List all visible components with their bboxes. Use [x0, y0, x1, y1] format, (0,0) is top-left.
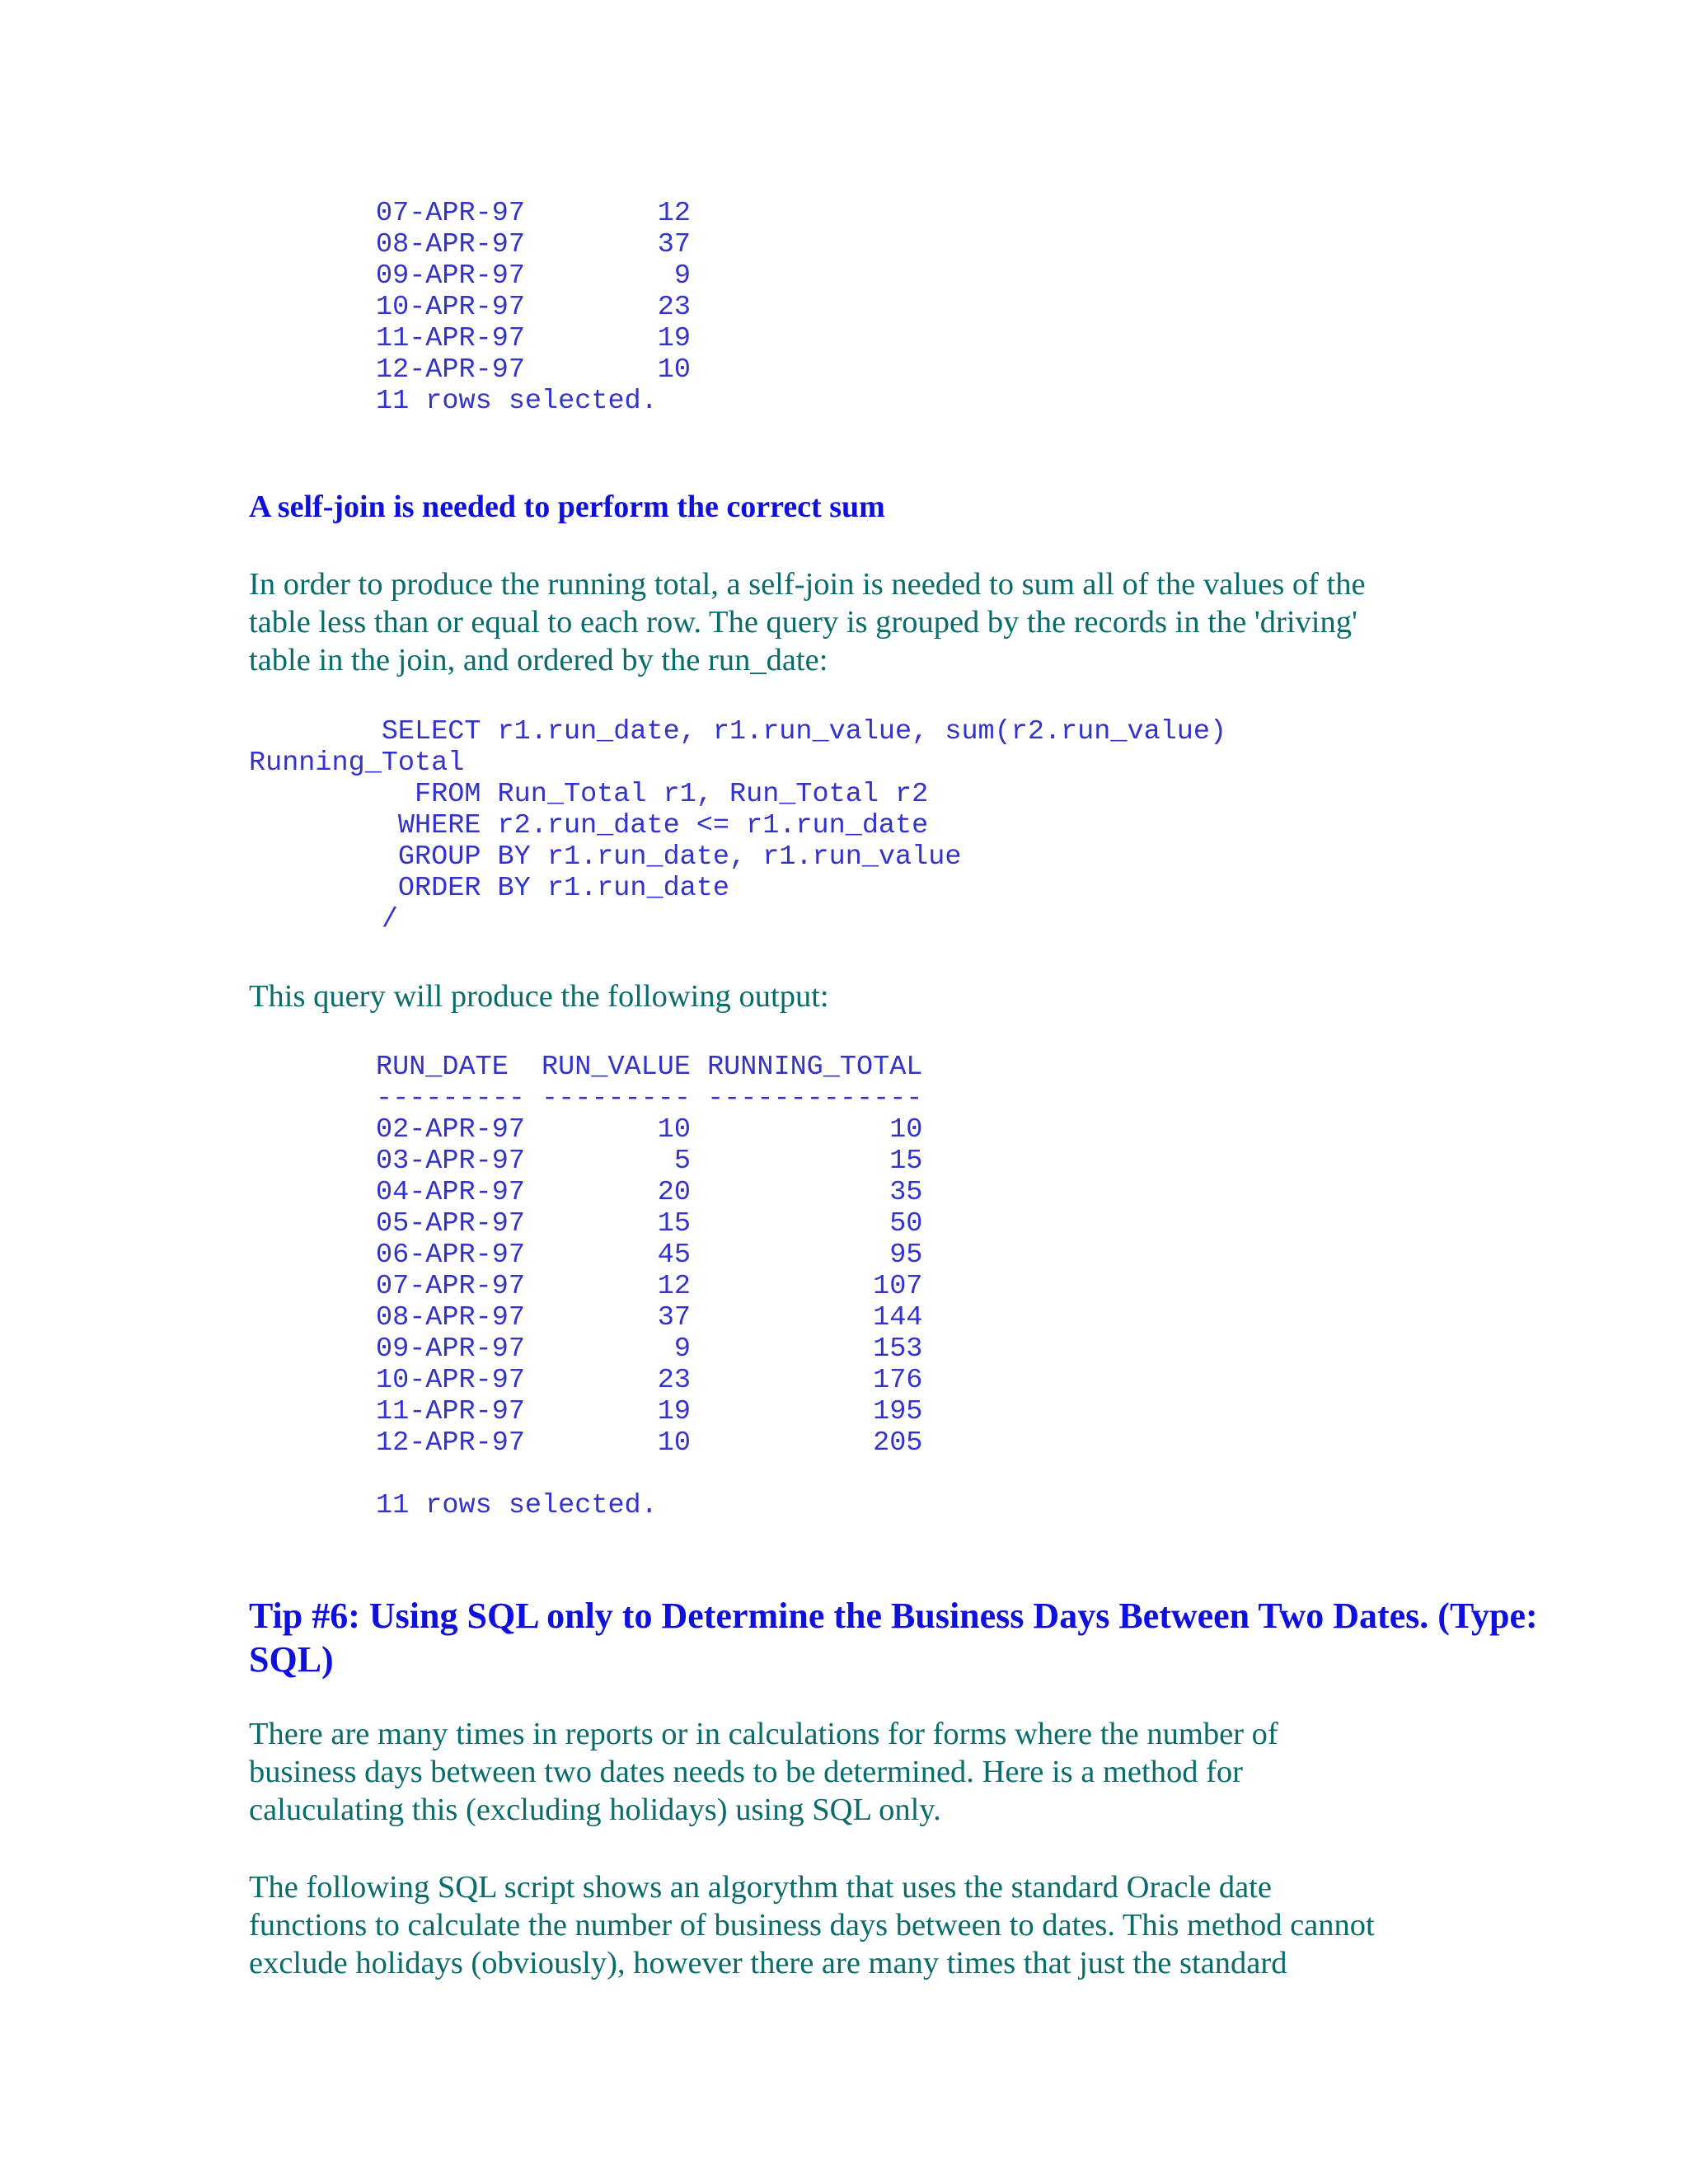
tip6-paragraph-1: There are many times in reports or in calculations for forms where the number of business days between two dates needs to be determined. Here is a method for caluculating this (excluding holidays) using SQL only.	[249, 1717, 1278, 1827]
running-total-query-code: SELECT r1.run_date, r1.run_value, sum(r2.run_value) Running_Total FROM Run_Total r1, Run_Total r2 WHERE r2.run_date <= r1.run_date GROUP BY r1.run_date, r1.run_value ORDER BY r1.run_date /	[249, 716, 1227, 935]
tip6-heading: Tip #6: Using SQL only to Determine the Business Days Between Two Dates. (Type: SQL)	[249, 1596, 1538, 1680]
tip6-paragraph-2: The following SQL script shows an algorythm that uses the standard Oracle date functions to calculate the number of business days between to dates. This method cannot exclude holidays (obviously), however there are many times that just the standard	[249, 1870, 1375, 1980]
self-join-paragraph: In order to produce the running total, a self-join is needed to sum all of the values of the table less than or equal to each row. The query is grouped by the records in the 'driving' table in the join, and ordered by the run_date:	[249, 567, 1366, 677]
section-heading-self-join: A self-join is needed to perform the correct sum	[249, 490, 885, 524]
output-intro-text: This query will produce the following output:	[249, 979, 829, 1014]
top-output-code: 07-APR-97 12 08-APR-97 37 09-APR-97 9 10-APR-97 23 11-APR-97 19 12-APR-97 10 11 rows selected.	[376, 198, 691, 417]
running-total-result-table: RUN_DATE RUN_VALUE RUNNING_TOTAL --------- --------- ------------- 02-APR-97 10 10 03-APR-97 5 15 04-APR-97 20 35 05-APR-97 15 50 06-APR-97 45 95 07-APR-97 12 107 08-APR-97 37 144 09-APR-97 9 153 10-APR-97 23 176 11-APR-97 19 195 12-APR-97 10 205 11 rows selected.	[376, 1052, 923, 1521]
